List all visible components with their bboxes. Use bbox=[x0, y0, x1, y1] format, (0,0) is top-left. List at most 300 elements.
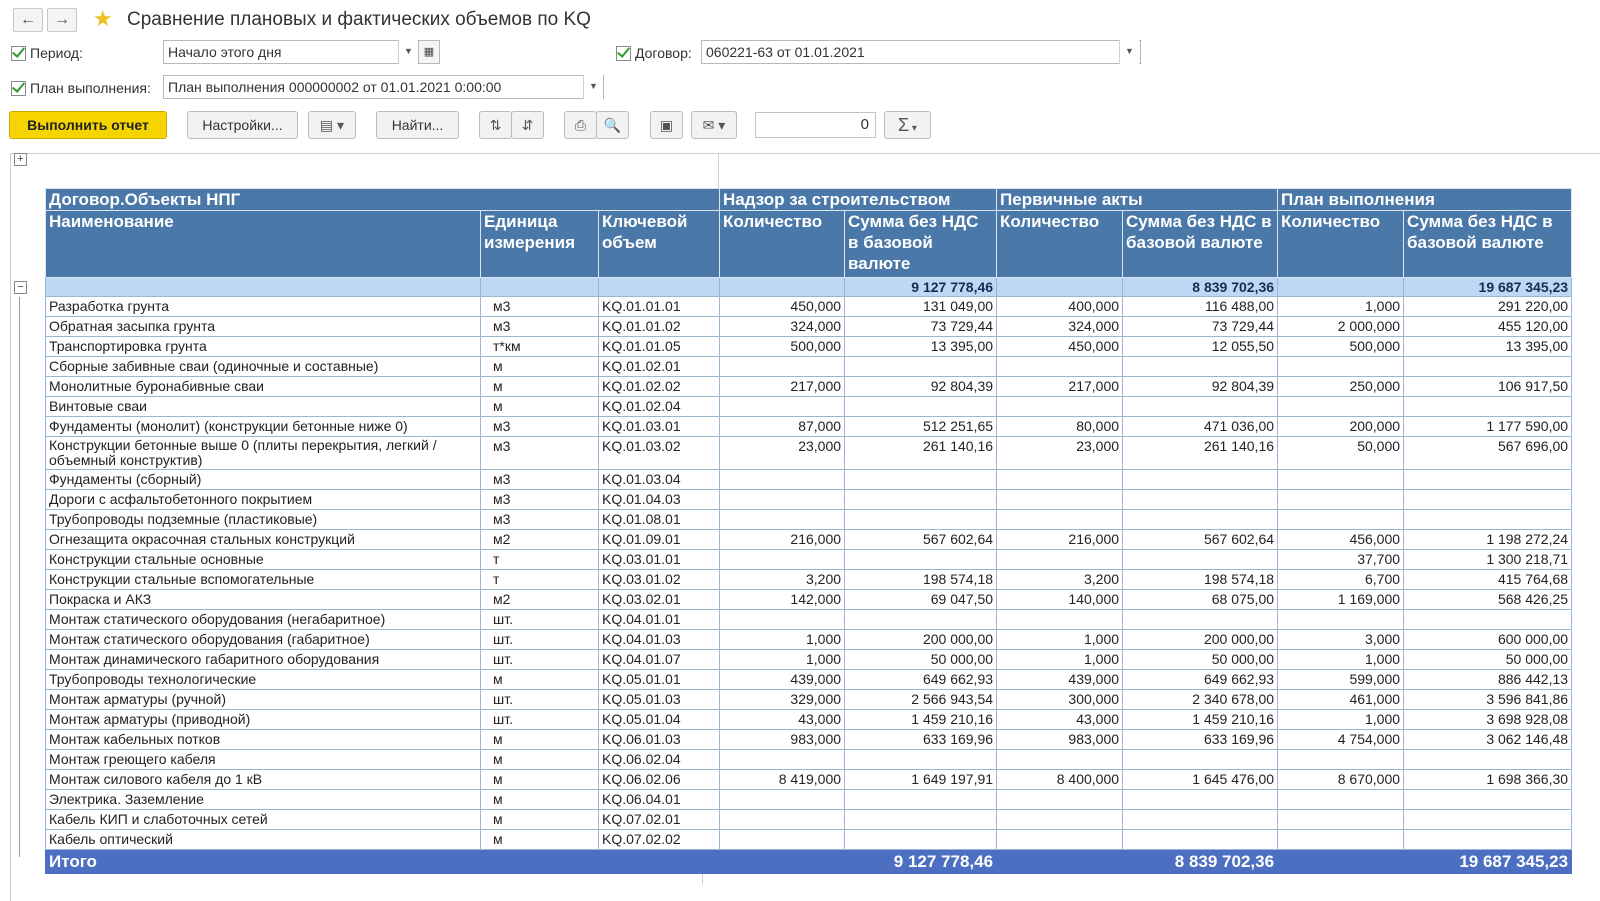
row-name: Монтаж динамического габаритного оборудования bbox=[46, 650, 481, 670]
column-header-sup-sum: Сумма без НДС в базовой валюте bbox=[845, 211, 997, 278]
row-sup-qty: 217,000 bbox=[720, 377, 845, 397]
group-header-supervision: Надзор за строительством bbox=[720, 189, 997, 211]
row-act-qty: 216,000 bbox=[997, 530, 1123, 550]
row-act-qty: 439,000 bbox=[997, 670, 1123, 690]
row-name: Разработка грунта bbox=[46, 297, 481, 317]
plan-label: План выполнения: bbox=[30, 80, 151, 96]
row-act-sum bbox=[1123, 397, 1278, 417]
row-sup-sum: 50 000,00 bbox=[845, 650, 997, 670]
row-plan-qty: 1,000 bbox=[1278, 650, 1404, 670]
print-button[interactable] bbox=[564, 111, 597, 139]
row-plan-qty: 500,000 bbox=[1278, 337, 1404, 357]
row-sup-sum: 13 395,00 bbox=[845, 337, 997, 357]
period-label: Период: bbox=[30, 45, 83, 61]
row-unit: м3 bbox=[481, 437, 599, 470]
row-sup-sum bbox=[845, 810, 997, 830]
row-name: Фундаменты (монолит) (конструкции бетонные ниже 0) bbox=[46, 417, 481, 437]
row-plan-qty: 1 169,000 bbox=[1278, 590, 1404, 610]
row-sup-sum: 1 649 197,91 bbox=[845, 770, 997, 790]
back-button[interactable] bbox=[13, 8, 43, 32]
row-unit: м bbox=[481, 670, 599, 690]
row-sup-qty bbox=[720, 610, 845, 630]
plan-input[interactable] bbox=[163, 75, 604, 99]
table-row[interactable] bbox=[46, 297, 1572, 317]
row-plan-qty bbox=[1278, 810, 1404, 830]
row-key: KQ.01.08.01 bbox=[599, 510, 720, 530]
row-act-sum: 12 055,50 bbox=[1123, 337, 1278, 357]
row-key: KQ.01.04.03 bbox=[599, 490, 720, 510]
row-sup-sum: 633 169,96 bbox=[845, 730, 997, 750]
table-row[interactable] bbox=[46, 790, 1572, 810]
settings-button[interactable]: Настройки... bbox=[187, 111, 298, 139]
grand-total-label: Итого bbox=[46, 850, 720, 874]
row-unit: м2 bbox=[481, 530, 599, 550]
row-key: KQ.05.01.03 bbox=[599, 690, 720, 710]
contract-dropdown-button[interactable] bbox=[1119, 40, 1139, 64]
row-plan-sum: 415 764,68 bbox=[1404, 570, 1572, 590]
row-plan-sum bbox=[1404, 610, 1572, 630]
table-row[interactable] bbox=[46, 690, 1572, 710]
row-unit: м bbox=[481, 770, 599, 790]
table-row[interactable] bbox=[46, 470, 1572, 490]
table-row[interactable] bbox=[46, 510, 1572, 530]
row-sup-qty: 43,000 bbox=[720, 710, 845, 730]
row-act-sum: 633 169,96 bbox=[1123, 730, 1278, 750]
row-plan-sum: 1 198 272,24 bbox=[1404, 530, 1572, 550]
chevron-down-icon: ▼ bbox=[589, 81, 598, 91]
row-sup-sum: 73 729,44 bbox=[845, 317, 997, 337]
row-key: KQ.01.03.02 bbox=[599, 437, 720, 470]
row-act-qty: 400,000 bbox=[997, 297, 1123, 317]
row-plan-sum: 886 442,13 bbox=[1404, 670, 1572, 690]
row-unit: шт. bbox=[481, 690, 599, 710]
row-act-qty: 450,000 bbox=[997, 337, 1123, 357]
column-header-act-sum: Сумма без НДС в базовой валюте bbox=[1123, 211, 1278, 278]
row-unit: м bbox=[481, 377, 599, 397]
table-row[interactable] bbox=[46, 490, 1572, 510]
row-act-sum: 50 000,00 bbox=[1123, 650, 1278, 670]
sigma-icon: Σ bbox=[898, 115, 910, 135]
row-unit: м2 bbox=[481, 590, 599, 610]
group-total-act-sum: 8 839 702,36 bbox=[1123, 278, 1278, 297]
group-header-acts: Первичные акты bbox=[997, 189, 1278, 211]
number-field[interactable]: 0 bbox=[755, 112, 876, 138]
calendar-icon: ▦ bbox=[423, 46, 435, 58]
table-row[interactable] bbox=[46, 610, 1572, 630]
table-row[interactable] bbox=[46, 357, 1572, 377]
sum-button[interactable]: Σ ▾ bbox=[884, 111, 931, 139]
table-row[interactable] bbox=[46, 750, 1572, 770]
row-unit: м3 bbox=[481, 470, 599, 490]
contract-input[interactable] bbox=[701, 40, 1141, 64]
row-act-sum: 1 645 476,00 bbox=[1123, 770, 1278, 790]
row-name: Фундаменты (сборный) bbox=[46, 470, 481, 490]
row-act-qty bbox=[997, 357, 1123, 377]
row-key: KQ.03.02.01 bbox=[599, 590, 720, 610]
row-key: KQ.01.09.01 bbox=[599, 530, 720, 550]
row-name: Огнезащита окрасочная стальных конструкций bbox=[46, 530, 481, 550]
row-sup-sum: 261 140,16 bbox=[845, 437, 997, 470]
row-unit: т bbox=[481, 550, 599, 570]
row-name: Конструкции бетонные выше 0 (плиты перекрытия, легкий / объемный конструктив) bbox=[46, 437, 481, 470]
row-act-qty bbox=[997, 750, 1123, 770]
row-act-sum: 73 729,44 bbox=[1123, 317, 1278, 337]
row-plan-sum: 3 062 146,48 bbox=[1404, 730, 1572, 750]
row-key: KQ.05.01.01 bbox=[599, 670, 720, 690]
table-row[interactable] bbox=[46, 810, 1572, 830]
row-key: KQ.01.01.01 bbox=[599, 297, 720, 317]
row-sup-qty: 329,000 bbox=[720, 690, 845, 710]
row-sup-qty bbox=[720, 357, 845, 377]
contract-checkbox[interactable] bbox=[616, 46, 631, 61]
row-sup-qty bbox=[720, 810, 845, 830]
row-plan-qty: 50,000 bbox=[1278, 437, 1404, 470]
save-button[interactable] bbox=[650, 111, 683, 139]
row-act-sum: 198 574,18 bbox=[1123, 570, 1278, 590]
row-act-sum bbox=[1123, 490, 1278, 510]
row-key: KQ.06.02.04 bbox=[599, 750, 720, 770]
row-key: KQ.05.01.04 bbox=[599, 710, 720, 730]
run-report-button[interactable]: Выполнить отчет bbox=[9, 111, 167, 139]
row-sup-qty: 1,000 bbox=[720, 650, 845, 670]
row-act-sum bbox=[1123, 610, 1278, 630]
envelope-icon: ✉ ▾ bbox=[702, 117, 726, 133]
row-act-qty: 43,000 bbox=[997, 710, 1123, 730]
row-plan-qty: 461,000 bbox=[1278, 690, 1404, 710]
row-sup-sum: 200 000,00 bbox=[845, 630, 997, 650]
row-plan-qty: 1,000 bbox=[1278, 297, 1404, 317]
row-name: Обратная засыпка грунта bbox=[46, 317, 481, 337]
row-plan-sum: 455 120,00 bbox=[1404, 317, 1572, 337]
group-header-objects: Договор.Объекты НПГ bbox=[46, 189, 720, 211]
row-sup-qty: 983,000 bbox=[720, 730, 845, 750]
row-sup-sum: 69 047,50 bbox=[845, 590, 997, 610]
row-key: KQ.03.01.02 bbox=[599, 570, 720, 590]
row-act-sum: 68 075,00 bbox=[1123, 590, 1278, 610]
group-total-sup-sum: 9 127 778,46 bbox=[845, 278, 997, 297]
row-key: KQ.06.01.03 bbox=[599, 730, 720, 750]
page-title: Сравнение плановых и фактических объемов по KQ bbox=[127, 9, 591, 30]
table-row[interactable] bbox=[46, 377, 1572, 397]
row-plan-qty: 2 000,000 bbox=[1278, 317, 1404, 337]
sort-ascending-button[interactable] bbox=[479, 111, 512, 139]
row-plan-qty: 456,000 bbox=[1278, 530, 1404, 550]
row-sup-sum bbox=[845, 830, 997, 850]
table-row[interactable] bbox=[46, 670, 1572, 690]
row-key: KQ.06.02.06 bbox=[599, 770, 720, 790]
row-sup-qty: 8 419,000 bbox=[720, 770, 845, 790]
row-act-qty: 1,000 bbox=[997, 650, 1123, 670]
row-act-sum bbox=[1123, 510, 1278, 530]
row-plan-qty bbox=[1278, 830, 1404, 850]
row-plan-sum: 3 698 928,08 bbox=[1404, 710, 1572, 730]
row-plan-sum: 1 300 218,71 bbox=[1404, 550, 1572, 570]
variants-button[interactable] bbox=[308, 111, 356, 139]
row-plan-sum: 600 000,00 bbox=[1404, 630, 1572, 650]
arrow-left-icon: ← bbox=[20, 11, 36, 28]
table-row[interactable] bbox=[46, 590, 1572, 610]
grand-total-sup-sum: 9 127 778,46 bbox=[845, 850, 997, 874]
row-plan-sum bbox=[1404, 397, 1572, 417]
period-dropdown-button[interactable] bbox=[398, 40, 418, 64]
row-name: Монтаж кабельных потков bbox=[46, 730, 481, 750]
row-sup-sum: 131 049,00 bbox=[845, 297, 997, 317]
row-unit: м bbox=[481, 830, 599, 850]
table-row[interactable] bbox=[46, 317, 1572, 337]
row-sup-qty bbox=[720, 830, 845, 850]
row-plan-sum bbox=[1404, 830, 1572, 850]
row-act-sum: 1 459 210,16 bbox=[1123, 710, 1278, 730]
row-act-qty: 1,000 bbox=[997, 630, 1123, 650]
row-sup-qty: 23,000 bbox=[720, 437, 845, 470]
sort-descending-icon: ⇵ bbox=[521, 117, 534, 133]
row-unit: м3 bbox=[481, 317, 599, 337]
row-unit: м bbox=[481, 357, 599, 377]
report-variants-icon: ▤ ▾ bbox=[319, 117, 345, 133]
row-act-qty: 80,000 bbox=[997, 417, 1123, 437]
row-unit: м3 bbox=[481, 297, 599, 317]
row-plan-sum: 567 696,00 bbox=[1404, 437, 1572, 470]
row-sup-qty: 324,000 bbox=[720, 317, 845, 337]
table-row[interactable] bbox=[46, 530, 1572, 550]
row-name: Конструкции стальные основные bbox=[46, 550, 481, 570]
row-act-qty: 983,000 bbox=[997, 730, 1123, 750]
table-row[interactable] bbox=[46, 570, 1572, 590]
row-sup-qty: 3,200 bbox=[720, 570, 845, 590]
row-plan-sum bbox=[1404, 490, 1572, 510]
row-act-qty: 3,200 bbox=[997, 570, 1123, 590]
row-sup-sum bbox=[845, 750, 997, 770]
row-act-qty: 8 400,000 bbox=[997, 770, 1123, 790]
print-preview-icon: 🔍 bbox=[603, 117, 622, 133]
row-name: Транспортировка грунта bbox=[46, 337, 481, 357]
row-act-sum bbox=[1123, 810, 1278, 830]
row-sup-qty bbox=[720, 490, 845, 510]
row-act-qty bbox=[997, 610, 1123, 630]
row-plan-sum: 291 220,00 bbox=[1404, 297, 1572, 317]
row-name: Монтаж силового кабеля до 1 кВ bbox=[46, 770, 481, 790]
row-act-sum: 471 036,00 bbox=[1123, 417, 1278, 437]
row-sup-sum bbox=[845, 397, 997, 417]
row-sup-qty: 1,000 bbox=[720, 630, 845, 650]
row-plan-sum: 3 596 841,86 bbox=[1404, 690, 1572, 710]
row-name: Трубопроводы подземные (пластиковые) bbox=[46, 510, 481, 530]
grand-total-act-sum: 8 839 702,36 bbox=[1123, 850, 1278, 874]
row-name: Монтаж греющего кабеля bbox=[46, 750, 481, 770]
row-plan-qty bbox=[1278, 790, 1404, 810]
row-unit: м bbox=[481, 397, 599, 417]
period-value: Начало этого дня bbox=[168, 44, 282, 60]
expand-all-icon[interactable]: + bbox=[14, 153, 27, 166]
table-row[interactable] bbox=[46, 337, 1572, 357]
row-name: Винтовые сваи bbox=[46, 397, 481, 417]
row-act-qty: 140,000 bbox=[997, 590, 1123, 610]
sort-descending-button[interactable] bbox=[511, 111, 544, 139]
row-name: Кабель КИП и слаботочных сетей bbox=[46, 810, 481, 830]
row-act-qty: 300,000 bbox=[997, 690, 1123, 710]
table-row[interactable] bbox=[46, 730, 1572, 750]
column-header-act-qty: Количество bbox=[997, 211, 1123, 278]
collapse-group-icon[interactable]: − bbox=[14, 281, 27, 294]
row-sup-qty bbox=[720, 750, 845, 770]
row-plan-sum bbox=[1404, 510, 1572, 530]
plan-checkbox[interactable] bbox=[11, 81, 26, 96]
row-name: Трубопроводы технологические bbox=[46, 670, 481, 690]
row-plan-sum: 1 698 366,30 bbox=[1404, 770, 1572, 790]
row-plan-qty bbox=[1278, 470, 1404, 490]
row-act-qty: 324,000 bbox=[997, 317, 1123, 337]
forward-button[interactable] bbox=[47, 8, 77, 32]
row-sup-sum bbox=[845, 470, 997, 490]
row-name: Электрика. Заземление bbox=[46, 790, 481, 810]
row-key: KQ.04.01.03 bbox=[599, 630, 720, 650]
row-sup-sum bbox=[845, 790, 997, 810]
row-name: Кабель оптический bbox=[46, 830, 481, 850]
row-act-sum: 92 804,39 bbox=[1123, 377, 1278, 397]
row-act-sum bbox=[1123, 550, 1278, 570]
column-header-name: Наименование bbox=[46, 211, 481, 278]
row-plan-sum bbox=[1404, 357, 1572, 377]
row-act-sum bbox=[1123, 790, 1278, 810]
row-unit: шт. bbox=[481, 610, 599, 630]
preview-button[interactable] bbox=[596, 111, 629, 139]
row-sup-qty: 87,000 bbox=[720, 417, 845, 437]
row-plan-qty bbox=[1278, 610, 1404, 630]
table-row[interactable] bbox=[46, 650, 1572, 670]
row-unit: м bbox=[481, 730, 599, 750]
row-act-qty bbox=[997, 470, 1123, 490]
row-name: Монтаж арматуры (приводной) bbox=[46, 710, 481, 730]
row-sup-qty: 439,000 bbox=[720, 670, 845, 690]
row-sup-sum: 1 459 210,16 bbox=[845, 710, 997, 730]
contract-label: Договор: bbox=[635, 45, 692, 61]
table-row[interactable] bbox=[46, 630, 1572, 650]
row-unit: м bbox=[481, 790, 599, 810]
row-plan-sum: 568 426,25 bbox=[1404, 590, 1572, 610]
printer-icon: ⎙ bbox=[574, 117, 587, 133]
row-plan-qty: 6,700 bbox=[1278, 570, 1404, 590]
row-name: Покраска и АКЗ bbox=[46, 590, 481, 610]
row-key: KQ.01.02.01 bbox=[599, 357, 720, 377]
row-plan-qty: 599,000 bbox=[1278, 670, 1404, 690]
column-header-plan-sum: Сумма без НДС в базовой валюте bbox=[1404, 211, 1572, 278]
favorite-star-icon[interactable]: ★ bbox=[93, 6, 113, 31]
row-act-qty bbox=[997, 830, 1123, 850]
sort-ascending-icon: ⇅ bbox=[489, 117, 502, 133]
row-act-sum: 116 488,00 bbox=[1123, 297, 1278, 317]
row-key: KQ.06.04.01 bbox=[599, 790, 720, 810]
row-plan-sum bbox=[1404, 790, 1572, 810]
row-sup-qty bbox=[720, 470, 845, 490]
table-row[interactable] bbox=[46, 550, 1572, 570]
row-plan-qty: 8 670,000 bbox=[1278, 770, 1404, 790]
chevron-down-icon: ▼ bbox=[404, 46, 413, 56]
row-sup-sum bbox=[845, 510, 997, 530]
group-total-row[interactable] bbox=[46, 278, 1572, 297]
row-act-qty: 217,000 bbox=[997, 377, 1123, 397]
row-key: KQ.01.03.04 bbox=[599, 470, 720, 490]
row-sup-qty: 500,000 bbox=[720, 337, 845, 357]
column-header-unit: Единица измерения bbox=[481, 211, 599, 278]
row-sup-sum bbox=[845, 490, 997, 510]
row-sup-qty bbox=[720, 550, 845, 570]
row-plan-sum bbox=[1404, 750, 1572, 770]
send-email-button[interactable] bbox=[691, 111, 737, 139]
row-unit: т*км bbox=[481, 337, 599, 357]
table-row[interactable] bbox=[46, 437, 1572, 470]
row-plan-qty: 250,000 bbox=[1278, 377, 1404, 397]
row-plan-sum: 13 395,00 bbox=[1404, 337, 1572, 357]
row-key: KQ.01.01.05 bbox=[599, 337, 720, 357]
grand-total-row[interactable] bbox=[46, 850, 1572, 874]
row-unit: м bbox=[481, 750, 599, 770]
row-plan-qty: 3,000 bbox=[1278, 630, 1404, 650]
row-plan-qty: 200,000 bbox=[1278, 417, 1404, 437]
table-row[interactable] bbox=[46, 710, 1572, 730]
row-name: Монтаж арматуры (ручной) bbox=[46, 690, 481, 710]
row-act-qty bbox=[997, 397, 1123, 417]
row-unit: м3 bbox=[481, 510, 599, 530]
row-key: KQ.01.02.02 bbox=[599, 377, 720, 397]
row-sup-sum: 92 804,39 bbox=[845, 377, 997, 397]
table-row[interactable] bbox=[46, 770, 1572, 790]
row-unit: м bbox=[481, 810, 599, 830]
row-key: KQ.07.02.02 bbox=[599, 830, 720, 850]
row-act-qty bbox=[997, 790, 1123, 810]
period-input[interactable] bbox=[163, 40, 419, 64]
row-act-sum bbox=[1123, 357, 1278, 377]
row-key: KQ.01.03.01 bbox=[599, 417, 720, 437]
row-act-qty bbox=[997, 550, 1123, 570]
row-act-sum: 567 602,64 bbox=[1123, 530, 1278, 550]
row-plan-sum bbox=[1404, 810, 1572, 830]
row-plan-qty bbox=[1278, 750, 1404, 770]
report-divider bbox=[718, 153, 719, 188]
row-sup-sum: 649 662,93 bbox=[845, 670, 997, 690]
row-name: Монтаж статического оборудования (негабаритное) bbox=[46, 610, 481, 630]
row-name: Монолитные буронабивные сваи bbox=[46, 377, 481, 397]
row-sup-qty: 142,000 bbox=[720, 590, 845, 610]
find-button[interactable]: Найти... bbox=[376, 111, 459, 139]
contract-value: 060221-63 от 01.01.2021 bbox=[706, 44, 865, 60]
table-row[interactable] bbox=[46, 397, 1572, 417]
row-act-qty bbox=[997, 810, 1123, 830]
plan-value: План выполнения 000000002 от 01.01.2021 0:00:00 bbox=[168, 79, 502, 95]
row-sup-qty bbox=[720, 397, 845, 417]
row-name: Сборные забивные сваи (одиночные и составные) bbox=[46, 357, 481, 377]
period-checkbox[interactable] bbox=[11, 46, 26, 61]
row-act-sum: 200 000,00 bbox=[1123, 630, 1278, 650]
period-calendar-button[interactable] bbox=[418, 40, 440, 64]
row-sup-sum: 512 251,65 bbox=[845, 417, 997, 437]
row-plan-qty: 1,000 bbox=[1278, 710, 1404, 730]
chevron-down-icon: ▼ bbox=[1125, 46, 1134, 56]
row-unit: т bbox=[481, 570, 599, 590]
plan-dropdown-button[interactable] bbox=[583, 75, 603, 99]
table-row[interactable] bbox=[46, 830, 1572, 850]
row-plan-sum: 1 177 590,00 bbox=[1404, 417, 1572, 437]
row-act-qty: 23,000 bbox=[997, 437, 1123, 470]
row-sup-qty bbox=[720, 790, 845, 810]
table-row[interactable] bbox=[46, 417, 1572, 437]
row-plan-sum bbox=[1404, 470, 1572, 490]
row-sup-sum: 198 574,18 bbox=[845, 570, 997, 590]
row-act-sum bbox=[1123, 470, 1278, 490]
row-sup-qty: 450,000 bbox=[720, 297, 845, 317]
row-key: KQ.03.01.01 bbox=[599, 550, 720, 570]
row-name: Дороги с асфальтобетонного покрытием bbox=[46, 490, 481, 510]
row-sup-qty: 216,000 bbox=[720, 530, 845, 550]
